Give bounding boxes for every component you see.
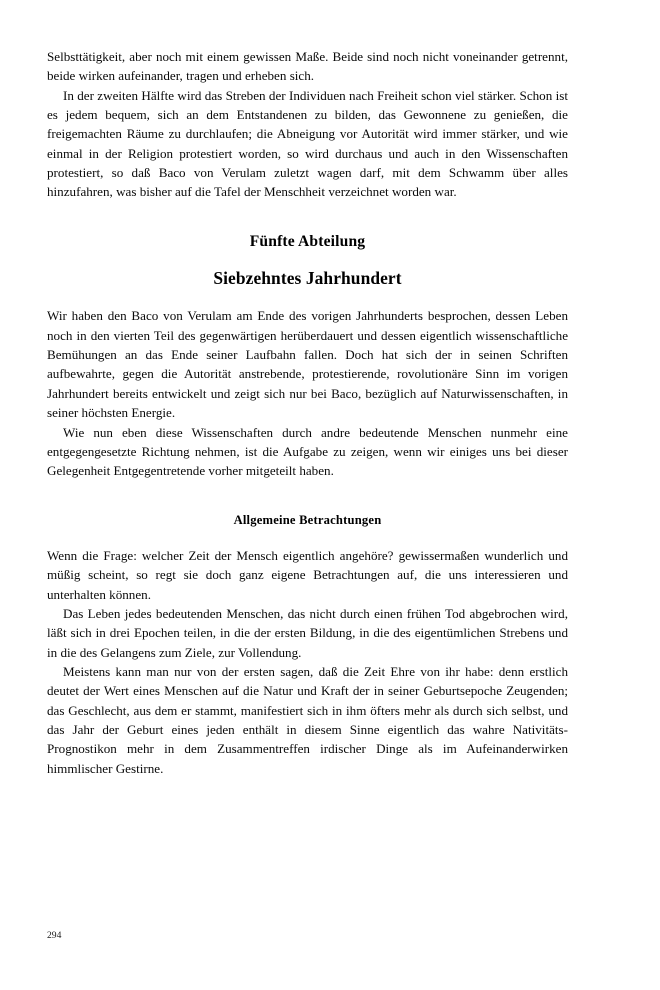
paragraph: Selbsttätigkeit, aber noch mit einem gewissen Maße. Beide sind noch nicht voneinander getrennt, beide wirken aufeinander, tragen und erheben sich.	[47, 49, 568, 84]
text-column	[47, 47, 568, 778]
paragraph: Meistens kann man nur von der ersten sagen, daß die Zeit Ehre von ihr habe: denn erstlich deutet der Wert eines Menschen auf die Natur und Kraft der in seiner Geburtsepoche Zeugenden; das Geschlecht, aus dem er stammt, manifestiert sich in ihm öfters mehr als durch sich selbst, und das Jahr der Geburt eines jeden enthält in diesem Sinne eigentlich das wahre Nativitäts-Prognostikon mehr in dem Zusammentreffen irdischer Dinge als im Aufeinanderwirken himmlischer Gestirne.	[47, 663, 568, 776]
spacer	[47, 288, 568, 306]
spacer	[47, 530, 568, 546]
paragraph: Wenn die Frage: welcher Zeit der Mensch eigentlich angehöre? gewissermaßen wunderlich und müßig scheint, so regt sie doch ganz eigene Betrachtungen auf, die uns interessieren und unterhalten können.	[47, 547, 568, 602]
paragraph: In der zweiten Hälfte wird das Streben der Individuen nach Freiheit schon viel stärker. Schon ist es jedem bequem, sich an dem Entstandenen zu bilden, das Gewonnene zu genießen, die freigemachten Räume zu durchlaufen; die Abneigung vor Autorität wird immer stärker, und wie einmal in der Religion protestiert worden, so wird durchaus und auch in den Wissenschaften protestiert, so daß Baco von Verulam zuletzt wagen darf, mit dem Schwamm über alles hinzufahren, was bisher auf die Tafel der Menschheit verzeichnet worden war.	[47, 87, 568, 200]
chapter-heading: Siebzehntes Jahrhundert	[213, 268, 402, 289]
paragraph: Wir haben den Baco von Verulam am Ende des vorigen Jahrhunderts besprochen, dessen Leben noch in den vierten Teil des gegenwärtigen herüberdauert und dessen eigentlich wissenschaftliche Bemühungen an das Ende seiner Laufbahn fallen. Doch hat sich der in seinen Schriften aufbewahrte, gegen die Autorität anstrebende, protestierende, rovolutionäre Sinn im vorigen Jahrhundert bereits entwickelt und zeigt sich nur bei Baco, bezüglich auf Naturwissenschaften, in seiner höchsten Energie.	[47, 308, 568, 421]
subsection-heading: Allgemeine Betrachtungen	[233, 512, 382, 527]
page-number: 294	[47, 930, 62, 941]
spacer	[47, 481, 568, 511]
paragraph: Wie nun eben diese Wissenschaften durch andre bedeutende Menschen nunmehr eine entgegengesetzte Richtung nehmen, ist die Aufgabe zu zeigen, wenn wir einiges uns bei dieser Gelegenheit Entgegentretende vorher mitgeteilt haben.	[47, 424, 568, 479]
paragraph: Das Leben jedes bedeutenden Menschen, das nicht durch einen frühen Tod abgebrochen wird, läßt sich in drei Epochen teilen, in die der ersten Bildung, in die des eigentümlichen Strebens und in die des Gelangens zum Ziele, zur Vollendung.	[47, 605, 568, 660]
spacer	[47, 202, 568, 232]
spacer	[47, 251, 568, 269]
section-heading: Fünfte Abteilung	[249, 232, 366, 250]
